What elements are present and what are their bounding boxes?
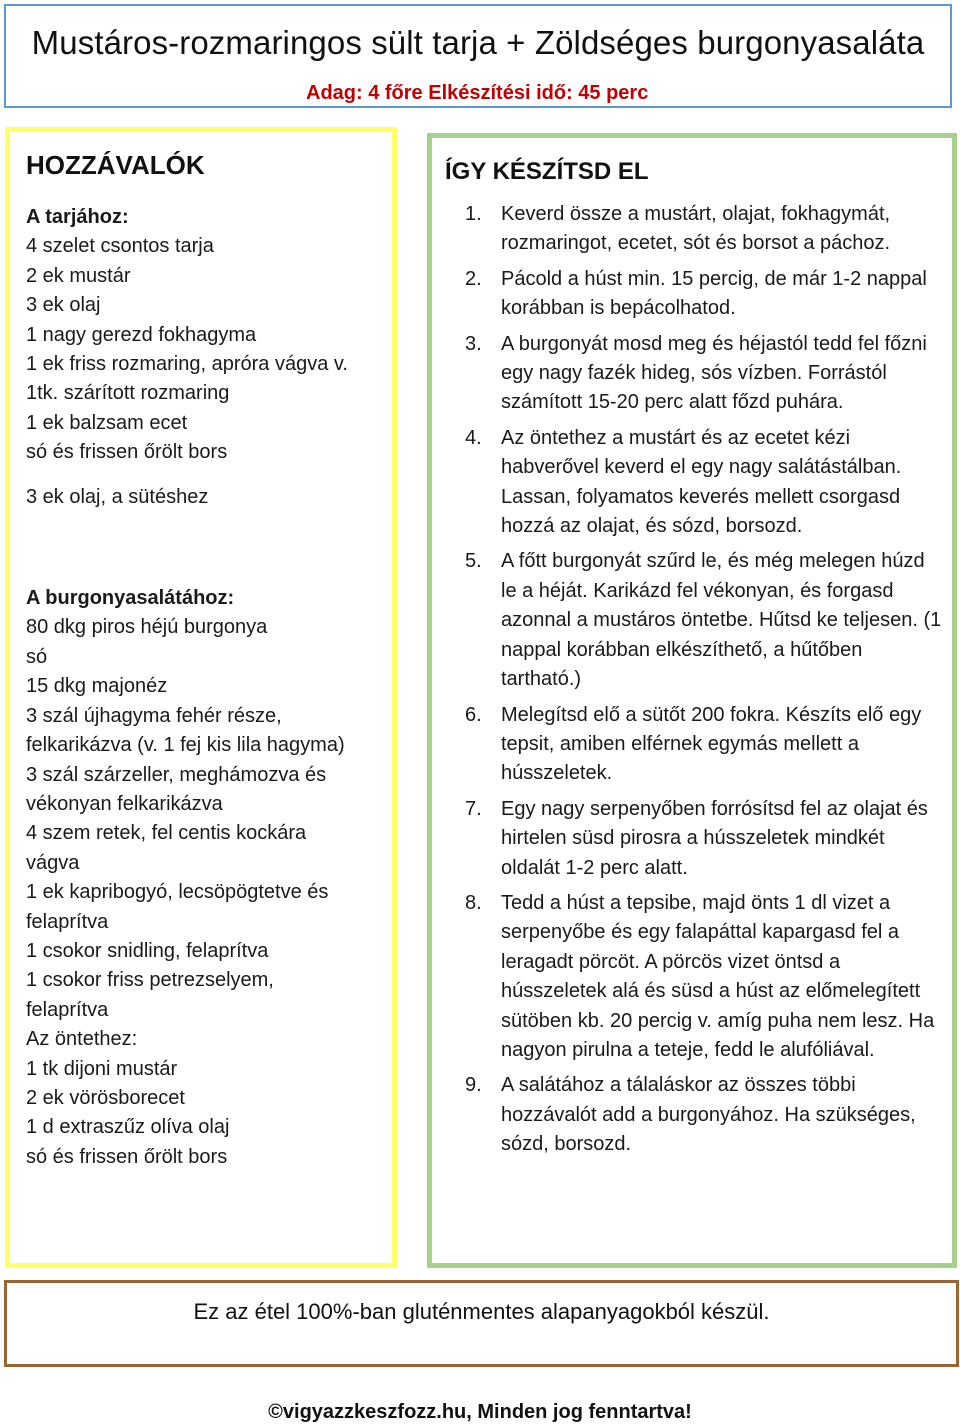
step-text: Tedd a húst a tepsibe, majd önts 1 dl vizet a serpenyőbe és egy falapáttal kapargasd fel a leragadt pörcöt. A pörcös vizet öntsd a hússzeletek alá és süsd a húst az előmelegített sütöben kb. 20 percig v. amíg puha nem lesz. Ha nagyon pirulna a teteje, fedd le alufóliával. [501,891,935,1061]
step-text: A salátához a tálaláskor az összes többi hozzávalót add a burgonyához. Ha szükséges, sózd, borsozd. [501,1074,916,1156]
step-text: A főtt burgonyát szűrd le, és még melegen húzd le a héját. Karikázd fel vékonyan, és forgasd azonnal a mustáros öntetbe. Hűtsd ke teljesen. (1 nappal korábban elkészíthető, a hűtőben tartható.) [501,550,942,691]
ingredient-line: só és frissen őrölt bors [26,1145,228,1168]
step-item [445,424,945,542]
step-item [445,795,945,883]
ingredient-line: vékonyan felkarikázva [26,792,223,815]
step-item [445,265,945,324]
gluten-free-note-box [4,1280,959,1367]
recipe-meta: Adag: 4 főre Elkészítési idő: 45 perc [306,82,649,104]
step-item [445,701,945,789]
ingredient-line: 2 ek mustár [26,264,131,287]
ingredient-line: 1 ek friss rozmaring, apróra vágva v. [26,353,348,376]
page-title: Mustáros-rozmaringos sült tarja + Zöldséges burgonyasaláta [31,24,925,61]
group-title: A tarjához: [26,206,129,228]
ingredient-line: 15 dkg majonéz [26,675,168,698]
ingredient-line: felaprítva [26,998,109,1021]
ingredient-line: 4 szelet csontos tarja [26,235,214,258]
ingredient-line: 1 ek balzsam ecet [26,411,188,434]
step-text: Egy nagy serpenyőben forrósítsd fel az olajat és hirtelen süsd pirosra a hússzeletek mindkét oldalát 1-2 perc alatt. [501,797,928,879]
step-number: 8. [465,891,482,914]
step-number: 5. [465,550,482,573]
ingredient-line: Az öntethez: [26,1028,138,1051]
step-item [445,200,945,259]
step-text: Keverd össze a mustárt, olajat, fokhagymát, rozmaringot, ecetet, sót és borsot a páchoz. [501,203,891,255]
step-item [445,330,945,418]
steps-panel [427,133,957,1268]
ingredient-line: 1 csokor friss petrezselyem, [26,969,274,992]
step-item [445,889,945,1065]
step-number: 7. [465,797,482,820]
ingredient-line: 80 dkg piros héjú burgonya [26,616,268,639]
step-text: Az öntethez a mustárt és az ecetet kézi habverővel keverd el egy nagy salátástálban. Lassan, folyamatos keverés mellett csorgasd hozzá az olajat, és sózd, borsozd. [501,426,902,538]
steps-content [445,158,945,1166]
ingredient-line: 1 d extraszűz olíva olaj [26,1116,230,1139]
ingredient-line: 3 szál szárzeller, meghámozva és [26,763,327,786]
step-number: 3. [465,332,482,355]
ingredients-heading: HOZZÁVALÓK [26,150,205,180]
steps-heading: ÍGY KÉSZÍTSD EL [445,158,649,185]
ingredient-line: felkarikázva (v. 1 fej kis lila hagyma) [26,734,345,757]
ingredient-line: 1 csokor snidling, felaprítva [26,939,269,962]
title-box [4,4,952,108]
ingredient-line: 3 szál újhagyma fehér része, [26,704,282,727]
ingredient-line: só és frissen őrölt bors [26,441,228,464]
step-number: 6. [465,703,482,726]
ingredients-content [26,150,376,1172]
ingredient-line: só [26,645,48,668]
copyright-footer: ©vigyazzkeszfozz.hu, Minden jog fenntartva! [268,1401,692,1423]
ingredient-line: 1 nagy gerezd fokhagyma [26,323,257,346]
step-number: 9. [465,1074,482,1097]
ingredient-line: 3 ek olaj, a sütéshez [26,485,209,508]
ingredients-group-tarja [26,203,376,512]
ingredient-line: 4 szem retek, fel centis kockára [26,822,307,845]
gluten-free-note: Ez az étel 100%-ban gluténmentes alapanyagokból készül. [193,1299,770,1324]
step-item [445,1071,945,1159]
step-text: Melegítsd elő a sütőt 200 fokra. Készíts elő egy tepsit, amiben elférnek egymás mellett a hússzeletek. [501,703,922,785]
ingredient-line: 1tk. szárított rozmaring [26,382,230,405]
step-item [445,547,945,694]
ingredient-line: vágva [26,851,80,874]
steps-list [445,200,945,1160]
ingredient-line: felaprítva [26,910,109,933]
group-title: A burgonyasalátához: [26,587,235,610]
step-text: Pácold a húst min. 15 percig, de már 1-2 nappal korábban is bepácolhatod. [501,267,927,320]
step-text: A burgonyát mosd meg és héjastól tedd fel főzni egy nagy fazék hideg, sós vízben. Forrástól számított 15-20 perc alatt főzd puhára. [501,332,927,414]
ingredient-line: 2 ek vörösborecet [26,1086,185,1109]
step-number: 4. [465,426,482,449]
ingredients-group-salad [26,584,376,1172]
step-number: 2. [465,267,482,290]
step-number: 1. [465,203,482,225]
ingredient-line: 1 ek kapribogyó, lecsöpögtetve és [26,881,329,904]
ingredient-line: 3 ek olaj [26,294,101,317]
ingredient-line: 1 tk dijoni mustár [26,1057,178,1080]
ingredients-panel [5,127,397,1268]
